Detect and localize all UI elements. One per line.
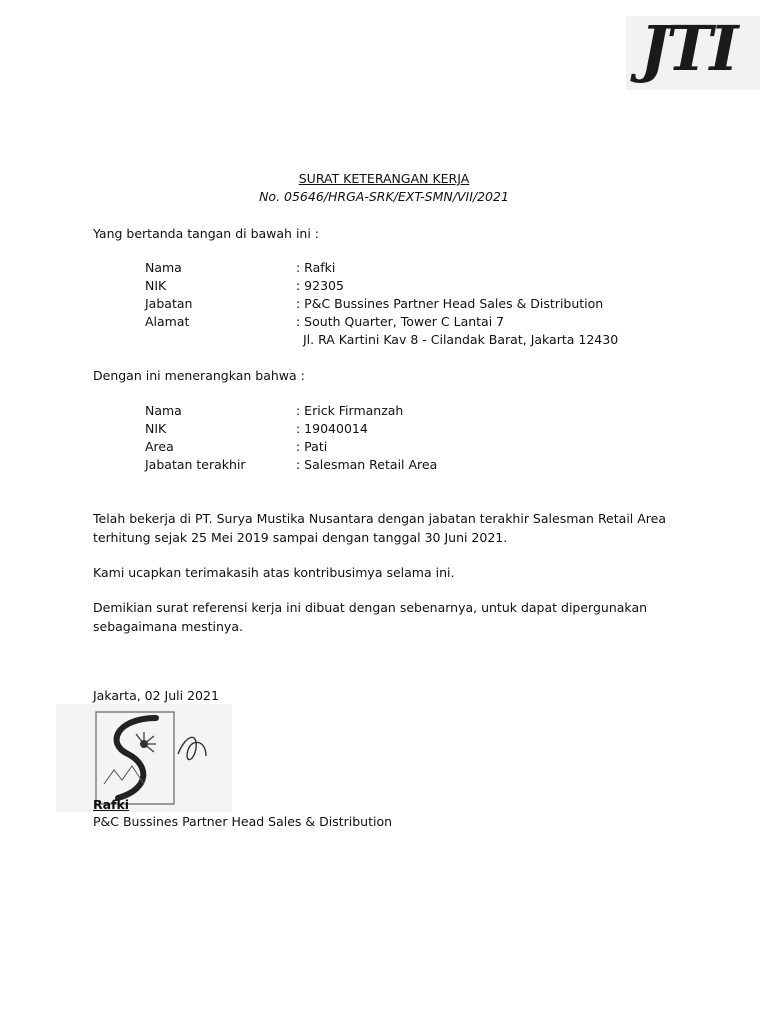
row-value: : 92305 <box>296 278 344 293</box>
row-value: : Erick Firmanzah <box>296 403 404 418</box>
logo-text: JTI <box>640 12 736 85</box>
signatory-address-line2: Jl. RA Kartini Kav 8 - Cilandak Barat, Jakarta 12430 <box>303 332 619 347</box>
body-paragraph-closing: Demikian surat referensi kerja ini dibuat dengan sebenarnya, untuk dapat dipergunakan sebagaimana mestinya. <box>93 600 648 634</box>
place-date: Jakarta, 02 Juli 2021 <box>93 688 219 703</box>
row-label: Nama <box>145 260 182 275</box>
letter-number: No. 05646/HRGA-SRK/EXT-SMN/VII/2021 <box>259 189 509 204</box>
row-label: NIK <box>145 421 167 436</box>
body-paragraph-employment: Telah bekerja di PT. Surya Mustika Nusantara dengan jabatan terakhir Salesman Retail Area terhitung sejak 25 Mei 2019 sampai dengan tanggal 30 Juni 2021. <box>93 511 666 545</box>
row-label: Jabatan <box>145 296 193 311</box>
row-label: Nama <box>145 403 182 418</box>
company-logo <box>626 12 760 90</box>
row-value: : P&C Bussines Partner Head Sales & Distribution <box>296 296 604 311</box>
letter-title: SURAT KETERANGAN KERJA <box>298 171 470 186</box>
row-value: : Pati <box>296 439 328 454</box>
row-label: Alamat <box>145 314 190 329</box>
body-paragraph-thanks: Kami ucapkan terimakasih atas kontribusimya selama ini. <box>93 565 455 580</box>
signer-name: Rafki <box>93 797 130 812</box>
row-label: Jabatan terakhir <box>145 457 246 472</box>
row-label: Area <box>145 439 174 454</box>
statement-text: Dengan ini menerangkan bahwa : <box>93 368 305 383</box>
row-value: : 19040014 <box>296 421 368 436</box>
company-stamp <box>56 704 232 812</box>
row-value: : Salesman Retail Area <box>296 457 438 472</box>
signer-title: P&C Bussines Partner Head Sales & Distribution <box>93 814 393 829</box>
stamp-graphic <box>56 704 232 812</box>
row-label: NIK <box>145 278 167 293</box>
intro-text: Yang bertanda tangan di bawah ini : <box>93 226 320 241</box>
row-value: : Rafki <box>296 260 336 275</box>
row-value: : South Quarter, Tower C Lantai 7 <box>296 314 505 329</box>
